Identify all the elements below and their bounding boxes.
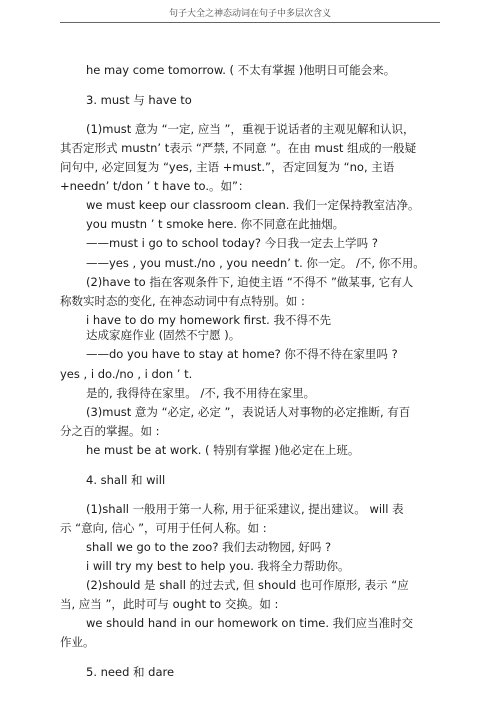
text-line: +needn’ t/don ’ t have to.。如”： xyxy=(60,179,250,193)
text-line: shall we go to the zoo? 我们去动物园, 好吗 ? xyxy=(86,540,332,554)
section-heading: 4. shall 和 will xyxy=(86,473,166,487)
text-line: i have to do my homework first. 我不得不先 xyxy=(86,313,331,327)
text-line: he may come tomorrow. ( 不太有掌握 )他明日可能会来。 xyxy=(86,63,396,77)
text-line: (3)must 意为 “必定, 必定 ”，表说话人对事物的必定推断, 有百 xyxy=(86,405,411,419)
text-line: 分之百的掌握。如 : xyxy=(60,424,160,438)
text-line: 问句中, 必定回复为 “yes, 主语 +must.”，否定回复为 “no, 主语 xyxy=(60,160,395,174)
page-header: 句子大全之神态动词在句子中多层次含义 xyxy=(168,9,331,19)
text-line: you mustn ’ t smoke here. 你不同意在此抽烟。 xyxy=(86,217,345,231)
text-line: 当, 应当 ”，此时可与 ought to 交换。如 : xyxy=(60,597,279,611)
section-heading: 3. must 与 have to xyxy=(86,93,192,107)
text-line: i will try my best to help you. 我将全力帮助你。 xyxy=(86,559,350,573)
text-line: he must be at work. ( 特别有掌握 )他必定在上班。 xyxy=(86,443,360,457)
text-line: ——do you have to stay at home? 你不得不待在家里吗 ? xyxy=(86,347,398,361)
text-line: 称数实时态的变化, 在神态动词中有点特别。如 : xyxy=(60,294,305,308)
text-line: ——yes , you must./no , you needn’ t. 你一定。 /不, 你不用。 xyxy=(86,256,425,270)
text-line: we should hand in our homework on time. 我们应当准时交 xyxy=(86,616,414,630)
text-line: (1)shall 一般用于第一人称, 用于征采建议, 提出建议。 will 表 xyxy=(86,502,404,516)
text-line: 示 “意向, 信心 ”，可用于任何人称。如 : xyxy=(60,521,267,535)
text-line: yes , i do./no , i don ’ t. xyxy=(60,367,193,381)
text-line: ——must i go to school today? 今日我一定去上学吗 ? xyxy=(86,236,378,250)
text-line: (2)have to 指在客观条件下, 迫使主语 “不得不 ”做某事, 它有人 xyxy=(86,275,414,289)
section-heading: 5. need 和 dare xyxy=(86,665,175,679)
text-line: (2)should 是 shall 的过去式, 但 should 也可作原形, 表示 “应 xyxy=(86,578,409,592)
text-line: (1)must 意为 “一定, 应当 ”，重视于说话者的主观见解和认识， xyxy=(86,122,415,136)
text-line: 其否定形式 mustn’ t表示 “严禁, 不同意 ”。在由 must 组成的一般疑 xyxy=(60,141,417,155)
text-line: 作业。 xyxy=(60,635,95,649)
text-line: 是的, 我得待在家里。 /不, 我不用待在家里。 xyxy=(86,386,316,400)
header-divider xyxy=(60,22,440,23)
text-line: we must keep our classroom clean. 我们一定保持教室洁净。 xyxy=(86,198,420,212)
text-line: 达成家庭作业 (固然不宁愿 )。 xyxy=(86,328,241,342)
